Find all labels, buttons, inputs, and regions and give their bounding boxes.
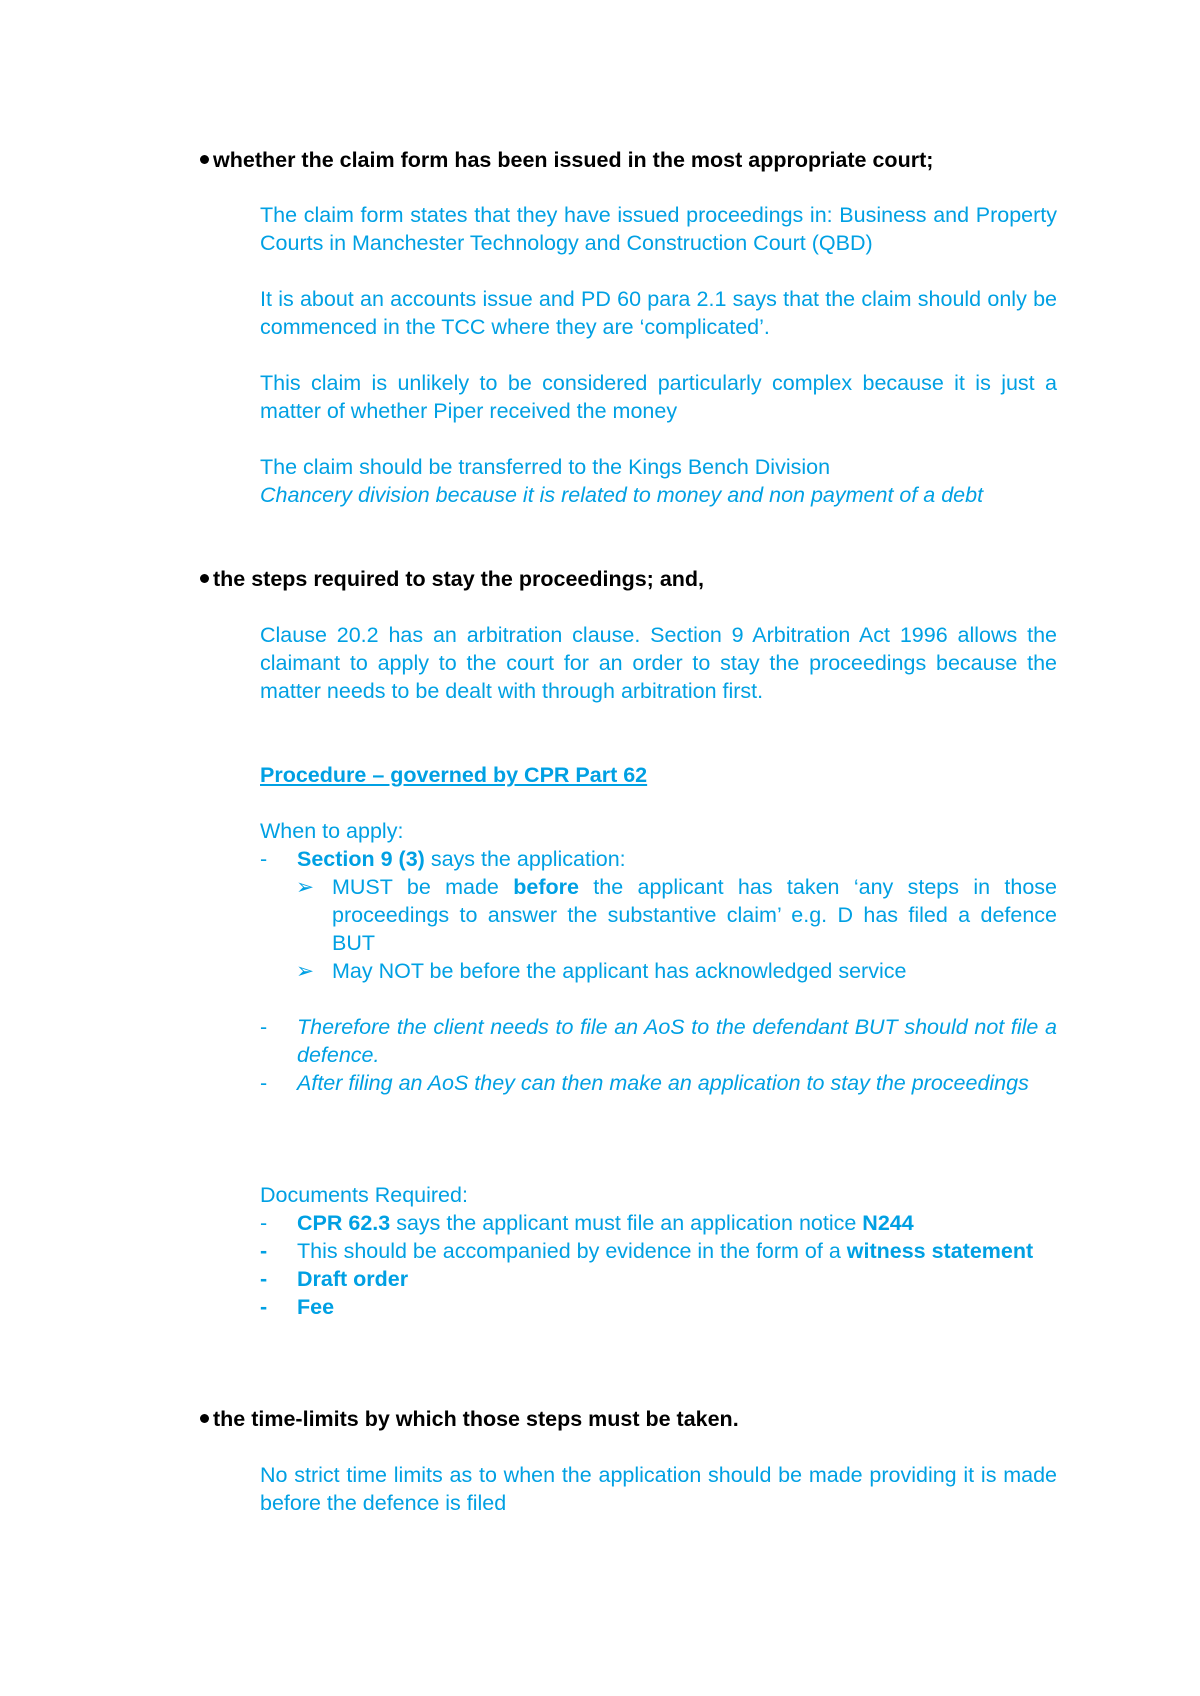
paragraph-arbitration: Clause 20.2 has an arbitration clause. Section 9 Arbitration Act 1996 allows the claimant to apply to the court for an order to stay the proceedings because the matter needs to be dealt with through arbitration first. (260, 623, 1057, 703)
bullet-icon (200, 574, 209, 583)
bullet-icon (200, 1414, 209, 1423)
bullet-icon (200, 155, 209, 164)
paragraph-accounts-issue: It is about an accounts issue and PD 60 para 2.1 says that the claim should only be commenced in the TCC where they are ‘complicated’. (260, 287, 1057, 339)
paragraph-complexity: This claim is unlikely to be considered particularly complex because it is just a matter of whether Piper received the money (260, 371, 1057, 423)
list-item: - Fee (260, 1295, 335, 1319)
question-2: the steps required to stay the proceedings; and, (200, 565, 704, 593)
list-item: - Draft order (260, 1267, 409, 1291)
documents-required-section: Documents Required: - CPR 62.3 says the applicant must file an application notice N244 - This should be accompanied by evidence in the form of a witness statement - Draft order - Fee (260, 1181, 1057, 1321)
list-subitem: ➢ May NOT be before the applicant has acknowledged service (296, 959, 907, 983)
list-subitem: ➢ MUST be made before the applicant has taken ‘any steps in those proceedings to answer the substantive claim’ e.g. D has filed a defence BUT (296, 875, 1058, 955)
arrow-bullet-icon: ➢ (296, 875, 315, 899)
question-3: the time-limits by which those steps must be taken. (200, 1405, 739, 1433)
when-to-apply-section: When to apply: - Section 9 (3) says the application: ➢ MUST be made before the applicant has taken ‘any steps in those proceedings to answer the substantive claim’ e.g. D has filed a defence BUT ➢ May NOT be before the applicant has acknowledged service - Therefore the client needs to file an AoS to the defendant BUT should not file a defence. - After filing an AoS they can then make an application to stay the proceedings (260, 819, 1058, 1095)
list-item: - After filing an AoS they can then make an application to stay the proceedings (260, 1071, 1029, 1095)
list-item: - Therefore the client needs to file an AoS to the defendant BUT should not file a defence. (260, 1015, 1057, 1067)
list-item: - CPR 62.3 says the applicant must file an application notice N244 (260, 1211, 914, 1235)
paragraph-claim-form: The claim form states that they have issued proceedings in: Business and Property Courts in Manchester Technology and Construction Court (QBD) (260, 203, 1057, 255)
list-item: - This should be accompanied by evidence in the form of a witness statement (260, 1239, 1034, 1263)
paragraph-time-limits: No strict time limits as to when the application should be made providing it is made before the defence is filed (260, 1463, 1057, 1515)
paragraph-transfer: The claim should be transferred to the Kings Bench Division Chancery division because it is related to money and non payment of a debt (260, 453, 1057, 509)
arrow-bullet-icon: ➢ (296, 959, 315, 983)
question-1: whether the claim form has been issued in the most appropriate court; (200, 146, 933, 174)
procedure-heading: Procedure – governed by CPR Part 62 (260, 763, 648, 787)
list-item: - Section 9 (3) says the application: (260, 847, 626, 871)
chancery-note: Chancery division because it is related to money and non payment of a debt (260, 483, 984, 507)
